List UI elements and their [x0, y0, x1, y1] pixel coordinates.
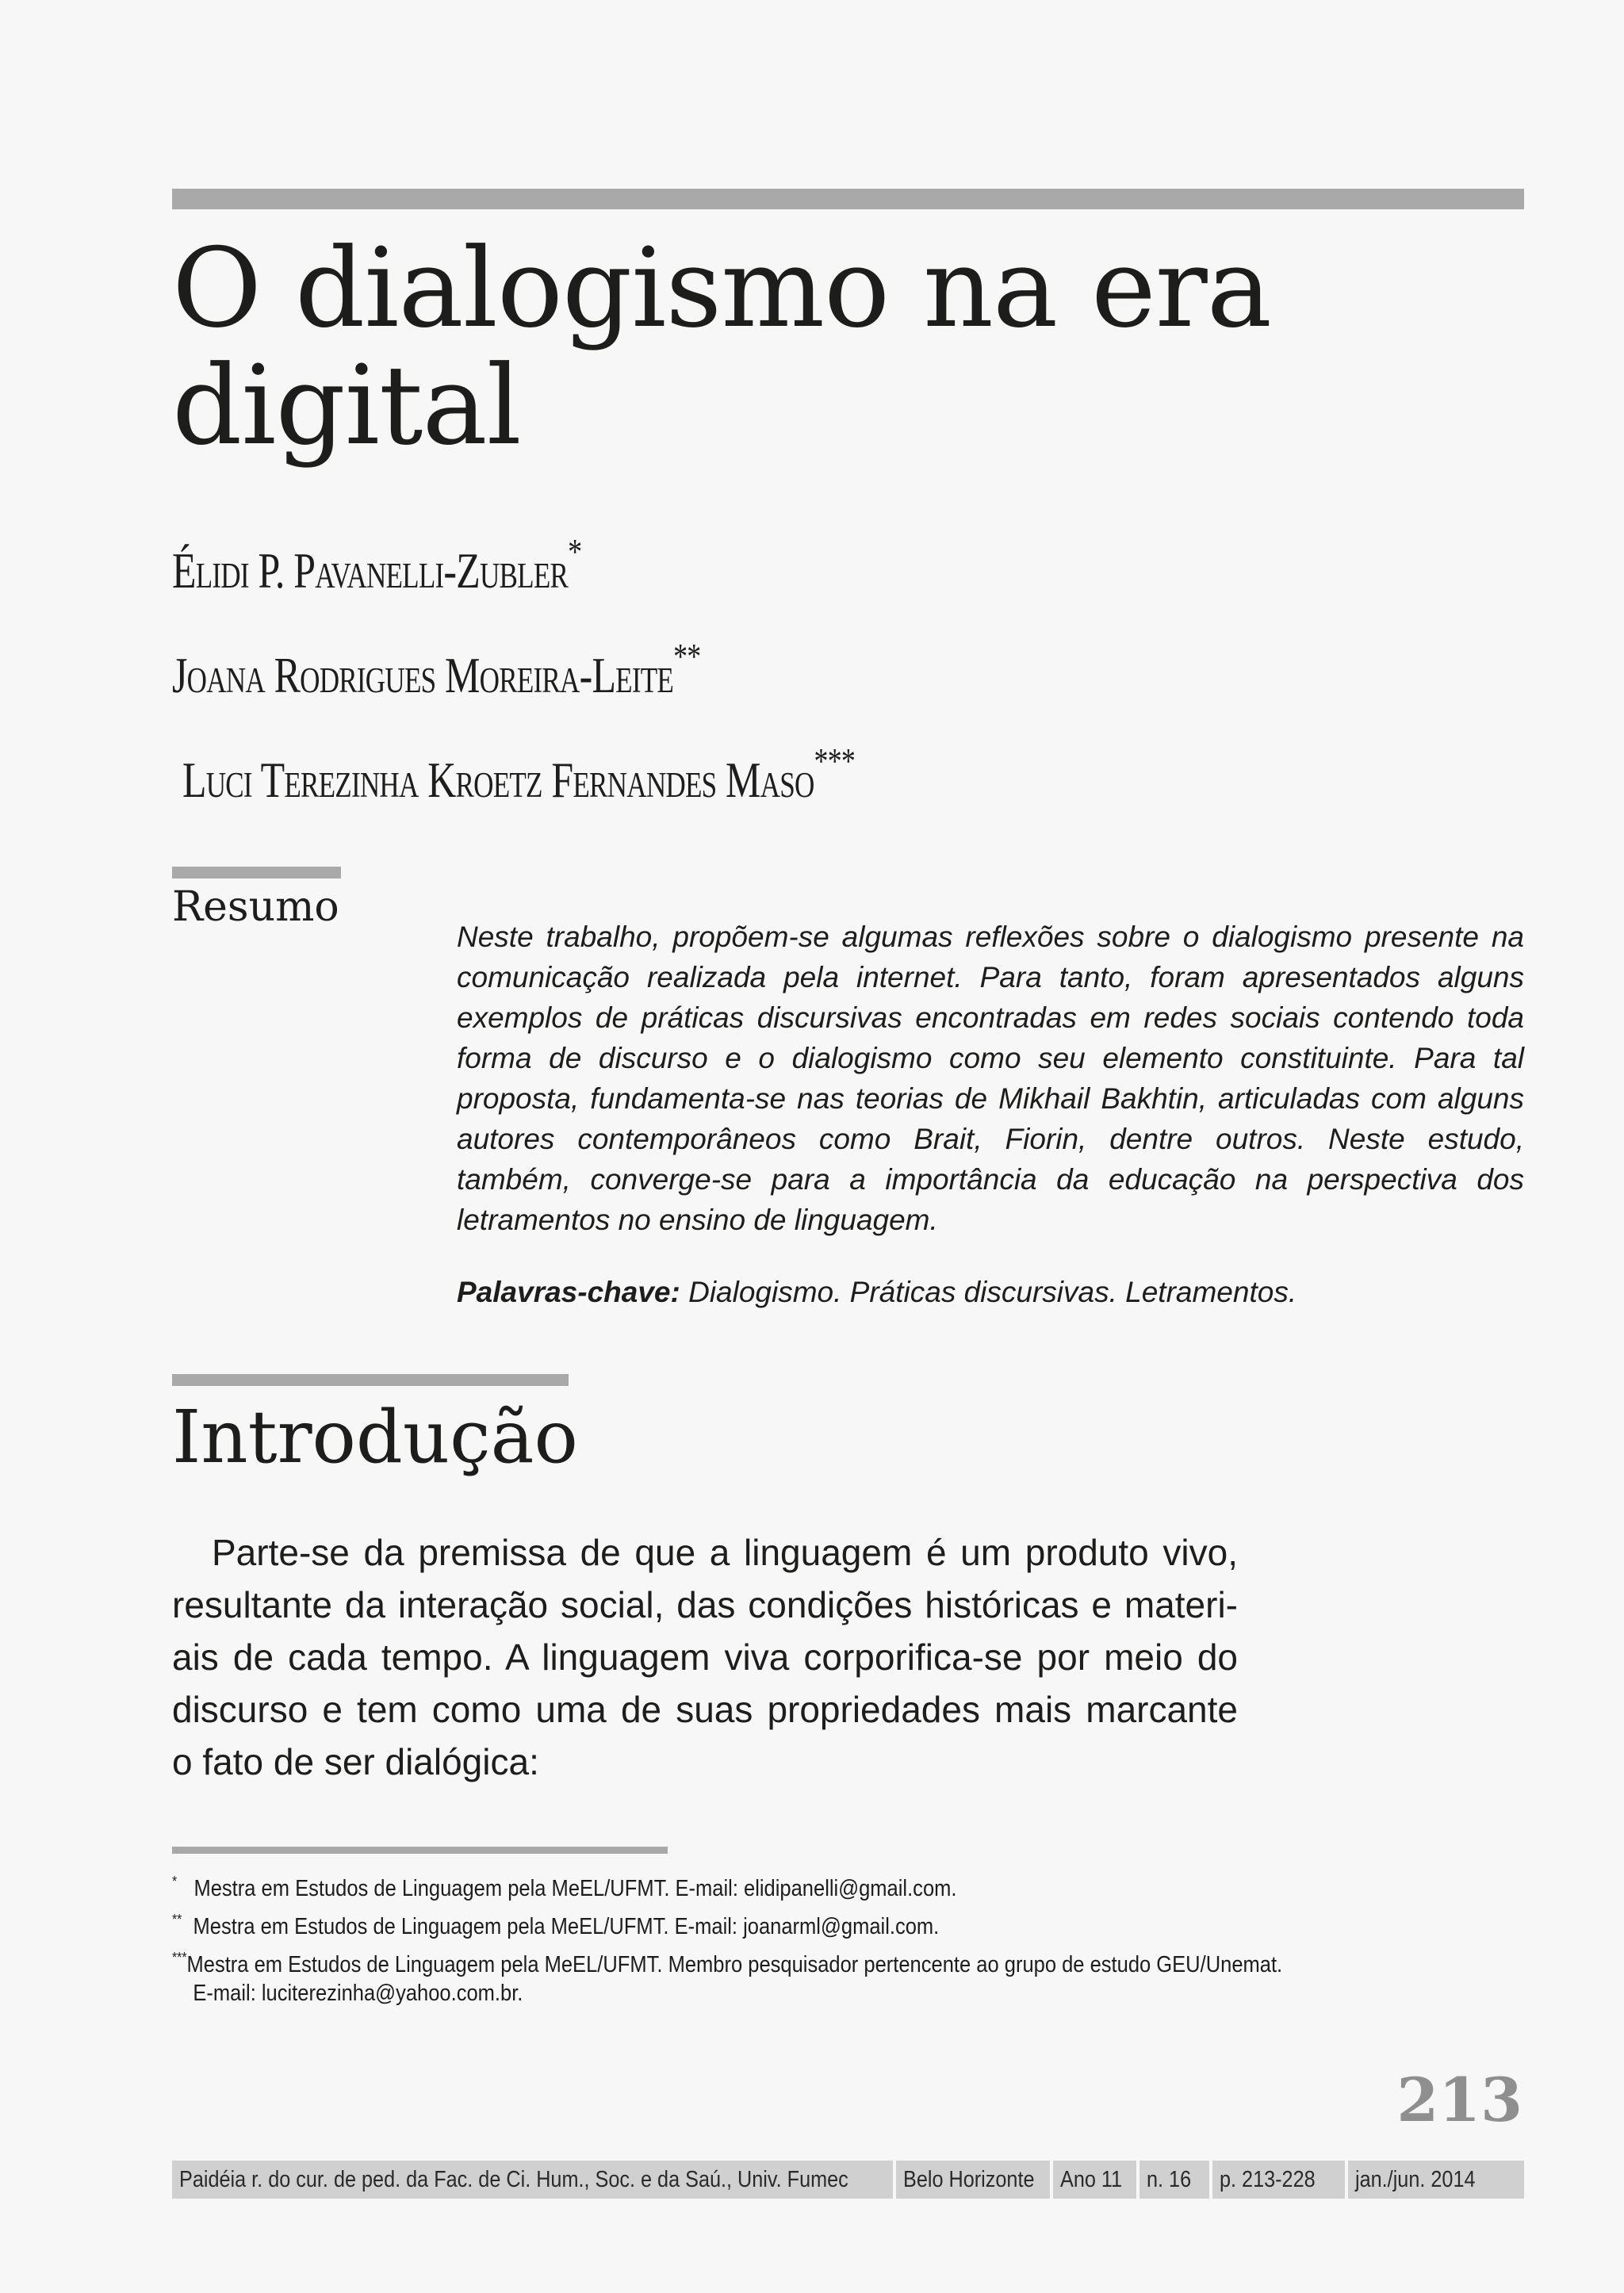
body-line-2: resultante da interação social, das condições históricas e materi- — [172, 1584, 1238, 1625]
keywords — [457, 1272, 1524, 1312]
page-number: 213 — [1396, 2065, 1522, 2135]
footnote-1 — [172, 1867, 956, 1903]
body-line-3: ais de cada tempo. A linguagem viva corporifica-se por meio do — [172, 1636, 1238, 1678]
footer-issue-text: n. 16 — [1147, 2167, 1192, 2192]
footnote-mark: ** — [172, 1912, 182, 1927]
abstract-text: Neste trabalho, propõem-se algumas reflexões sobre o dialogismo presente na comunicação realizada pela internet. Para tanto, foram apresentados alguns exemplos de práticas discursivas encontradas em redes sociais contendo toda forma de discurso e o dialogismo como seu elemento constituinte. Para tal proposta, fundamenta-se nas teorias de Mikhail Bakhtin, articuladas com alguns autores contemporâneos como Brait, Fiorin, dentre outros. Neste estudo, também, converge-se para a importância da educação na perspectiva dos letramentos no ensino de linguagem. — [457, 921, 1524, 1236]
footer-city-text: Belo Horizonte — [902, 2167, 1035, 2192]
article-title: O dialogismo na era digital — [172, 224, 1271, 469]
keywords-list: Dialogismo. Práticas discursivas. Letramentos. — [688, 1276, 1297, 1308]
footer-issue — [1139, 2161, 1209, 2199]
top-rule — [172, 189, 1524, 209]
footnote-mark: * — [172, 1874, 178, 1889]
footer-date-text: jan./jun. 2014 — [1354, 2167, 1476, 2192]
footer-pages-text: p. 213-228 — [1219, 2167, 1316, 2192]
body-line-5: o fato de ser dialógica: — [172, 1741, 539, 1782]
author-name: Élidi P. Pavanelli-Zubler — [172, 542, 569, 599]
author-1 — [172, 520, 581, 603]
footnote-mark: *** — [172, 1950, 187, 1966]
author-mark: * — [568, 531, 582, 572]
keywords-label: Palavras-chave: — [457, 1276, 680, 1308]
footnote-text: Mestra em Estudos de Linguagem pela MeEL/UFMT. Membro pesquisador pertencente ao grupo de estudo GEU/Unemat. — [186, 1952, 1283, 1977]
footnote-3 — [172, 1943, 1282, 2008]
author-name: Luci Terezinha Kroetz Fernandes Maso — [182, 752, 814, 808]
abstract-rule — [172, 867, 341, 879]
journal-footer — [172, 2161, 1524, 2199]
author-mark: *** — [814, 741, 856, 781]
footer-journal-text: Paidéia r. do cur. de ped. da Fac. de Ci. Hum., Soc. e da Saú., Univ. Fumec — [179, 2167, 848, 2192]
body-line-1: Parte-se da premissa de que a linguagem é um produto vivo, — [212, 1532, 1238, 1573]
footer-date — [1348, 2161, 1524, 2199]
footer-year-text: Ano 11 — [1060, 2167, 1123, 2192]
footnote-2 — [172, 1905, 939, 1941]
footnote-continuation: E-mail: luciterezinha@yahoo.com.br. — [193, 1981, 523, 2006]
introduction-heading: Introdução — [172, 1395, 578, 1480]
author-mark: ** — [673, 636, 701, 676]
footnote-text: Mestra em Estudos de Linguagem pela MeEL/UFMT. E-mail: elidipanelli@gmail.com. — [193, 1876, 957, 1901]
author-name: Joana Rodrigues Moreira-Leite — [172, 647, 674, 703]
abstract-heading: Resumo — [172, 883, 339, 931]
author-3 — [182, 729, 855, 812]
footnote-rule — [172, 1847, 668, 1854]
footnote-text: Mestra em Estudos de Linguagem pela MeEL/UFMT. E-mail: joanarml@gmail.com. — [193, 1914, 940, 1939]
footer-year — [1053, 2161, 1136, 2199]
author-2 — [172, 625, 700, 707]
footer-city — [896, 2161, 1051, 2199]
footer-journal — [172, 2161, 893, 2199]
introduction-rule — [172, 1374, 569, 1386]
footer-pages — [1212, 2161, 1345, 2199]
body-line-4: discurso e tem como uma de suas propriedades mais marcante — [172, 1689, 1238, 1730]
